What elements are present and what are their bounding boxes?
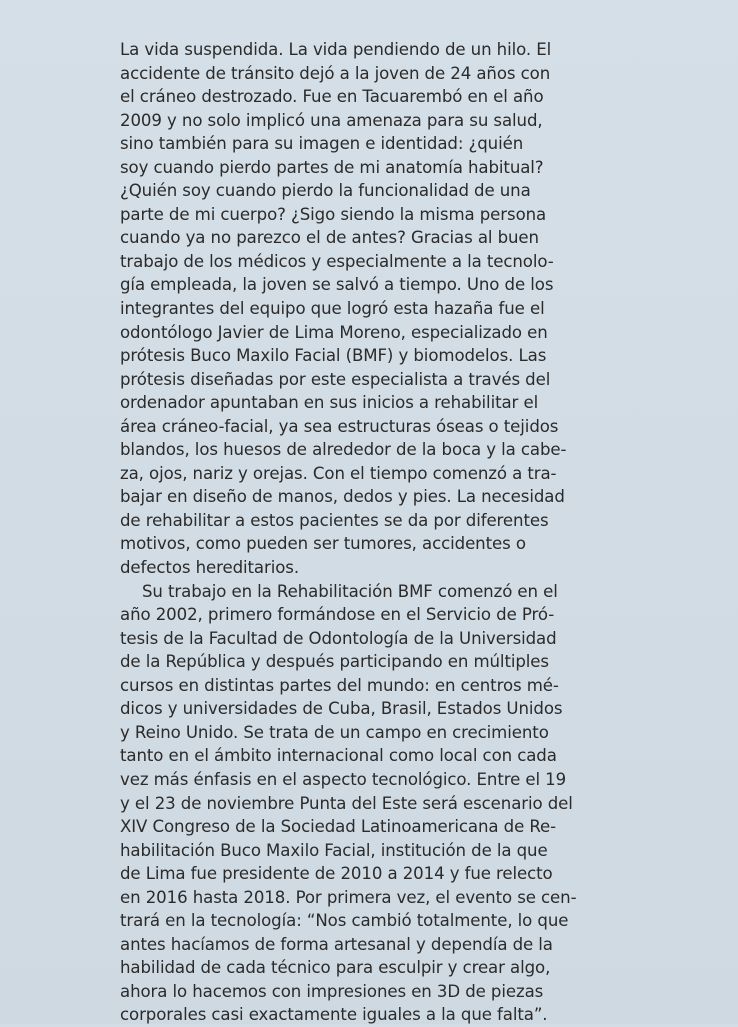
- paragraph-2: [120, 580, 650, 1027]
- text-line: ahora lo hacemos con impresiones en 3D de piezas: [120, 981, 544, 1001]
- text-line: habilidad de cada técnico para esculpir y crear algo,: [120, 958, 551, 978]
- text-line: za, ojos, nariz y orejas. Con el tiempo comenzó a tra-: [120, 463, 557, 483]
- text-line: La vida suspendida. La vida pendiendo de un hilo. El: [120, 40, 552, 59]
- text-line: blandos, los huesos de alrededor de la boca y la cabe-: [120, 440, 567, 460]
- text-line: cursos en distintas partes del mundo: en centros mé-: [120, 675, 559, 695]
- text-line: prótesis Buco Maxilo Facial (BMF) y biomodelos. Las: [120, 346, 547, 366]
- text-line: 2009 y no solo implicó una amenaza para su salud,: [120, 110, 543, 130]
- text-line: parte de mi cuerpo? ¿Sigo siendo la misma persona: [120, 204, 547, 224]
- text-line: vez más énfasis en el aspecto tecnológico. Entre el 19: [120, 769, 567, 789]
- text-line: prótesis diseñadas por este especialista a través del: [120, 369, 551, 389]
- text-line: habilitación Buco Maxilo Facial, institución de la que: [120, 840, 548, 860]
- text-line: sino también para su imagen e identidad: ¿quién: [120, 134, 524, 154]
- text-line: tanto en el ámbito internacional como local con cada: [120, 746, 557, 766]
- text-line: corporales casi exactamente iguales a la que falta”.: [120, 1005, 548, 1025]
- text-line: año 2002, primero formándose en el Servicio de Pró-: [120, 605, 555, 625]
- text-line: gía empleada, la joven se salvó a tiempo. Uno de los: [120, 275, 554, 295]
- text-line: ¿Quién soy cuando pierdo la funcionalidad de una: [120, 181, 531, 201]
- text-line: antes hacíamos de forma artesanal y dependía de la: [120, 934, 553, 954]
- text-line: en 2016 hasta 2018. Por primera vez, el evento se cen-: [120, 887, 577, 907]
- text-line: de rehabilitar a estos pacientes se da por diferentes: [120, 510, 549, 530]
- text-line: odontólogo Javier de Lima Moreno, especializado en: [120, 322, 548, 342]
- text-line: accidente de tránsito dejó a la joven de 24 años con: [120, 63, 551, 83]
- text-line: trará en la tecnología: “Nos cambió totalmente, lo que: [120, 911, 569, 931]
- text-line: área cráneo-facial, ya sea estructuras óseas o tejidos: [120, 416, 559, 436]
- text-line: trabajo de los médicos y especialmente a la tecnolo-: [120, 251, 554, 271]
- text-line: de Lima fue presidente de 2010 a 2014 y fue relecto: [120, 864, 553, 884]
- paragraph-1: [120, 38, 650, 580]
- text-line: Su trabajo en la Rehabilitación BMF comenzó en el: [142, 581, 558, 601]
- text-line: y el 23 de noviembre Punta del Este será escenario del: [120, 793, 573, 813]
- text-line: tesis de la Facultad de Odontología de la Universidad: [120, 628, 557, 648]
- text-line: el cráneo destrozado. Fue en Tacuarembó en el año: [120, 87, 544, 107]
- text-line: bajar en diseño de manos, dedos y pies. La necesidad: [120, 487, 565, 507]
- text-line: soy cuando pierdo partes de mi anatomía habitual?: [120, 157, 544, 177]
- text-line: y Reino Unido. Se trata de un campo en crecimiento: [120, 722, 549, 742]
- text-line: XIV Congreso de la Sociedad Latinoamericana de Re-: [120, 817, 557, 837]
- text-line: ordenador apuntaban en sus inicios a rehabilitar el: [120, 393, 539, 413]
- text-line: de la República y después participando en múltiples: [120, 652, 549, 672]
- text-line: dicos y universidades de Cuba, Brasil, Estados Unidos: [120, 699, 563, 719]
- text-line: cuando ya no parezco el de antes? Gracias al buen: [120, 228, 539, 248]
- article-body: [120, 38, 650, 1027]
- text-line: integrantes del equipo que logró esta hazaña fue el: [120, 299, 545, 319]
- text-line: defectos hereditarios.: [120, 558, 300, 578]
- text-line: motivos, como pueden ser tumores, accidentes o: [120, 534, 526, 554]
